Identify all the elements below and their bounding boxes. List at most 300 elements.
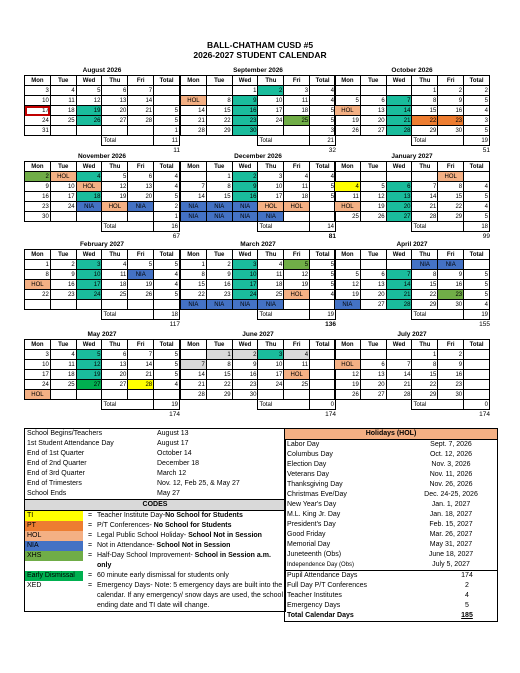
weekday-header: Mon — [335, 76, 361, 86]
weekday-header: Tue — [50, 162, 76, 172]
weekday-header: Wed — [386, 162, 412, 172]
week-total: 5 — [464, 192, 490, 202]
day-cell: 10 — [76, 270, 102, 280]
day-cell: 3 — [284, 86, 310, 96]
day-cell: 13 — [128, 182, 154, 192]
key-date-label: End of 1st Quarter — [27, 450, 85, 457]
day-cell — [128, 390, 154, 400]
day-cell: 6 — [360, 96, 386, 106]
holiday-row — [285, 440, 497, 450]
day-cell: 14 — [386, 280, 412, 290]
day-cell: 12 — [335, 370, 361, 380]
day-cell: 6 — [386, 182, 412, 192]
week-total: 5 — [464, 270, 490, 280]
weekday-header: Total — [154, 76, 180, 86]
weekday-header: Total — [310, 162, 336, 172]
day-cell — [76, 126, 102, 136]
weekday-header: Total — [310, 340, 336, 350]
day-cell: 19 — [102, 192, 128, 202]
key-date-value: Nov. 12, Feb 25, & May 27 — [157, 480, 240, 487]
day-cell: 8 — [412, 270, 438, 280]
day-cell: 4 — [76, 172, 102, 182]
code-label: NIA — [25, 541, 83, 551]
day-cell: 8 — [438, 182, 464, 192]
day-cell: 16 — [438, 106, 464, 116]
key-date-value: March 12 — [157, 470, 187, 477]
total-label: Total — [412, 310, 464, 320]
day-cell: 7 — [386, 270, 412, 280]
day-cell: 2 — [258, 86, 284, 96]
day-cell: NIA — [181, 212, 207, 222]
day-cell — [284, 300, 310, 310]
blank-cell — [335, 222, 361, 232]
day-cell: 17 — [76, 280, 102, 290]
blank-cell — [25, 400, 51, 410]
day-cell: 22 — [206, 116, 232, 126]
day-cell: 25 — [102, 290, 128, 300]
day-cell — [181, 86, 207, 96]
week-total: 4 — [154, 280, 180, 290]
day-cell: 27 — [360, 300, 386, 310]
week-total: 5 — [464, 212, 490, 222]
weekday-header: Thu — [258, 340, 284, 350]
day-cell: 7 — [181, 182, 207, 192]
day-cell: 23 — [232, 116, 258, 126]
holiday-date: May 31, 2027 — [429, 541, 473, 548]
week-total: 5 — [154, 260, 180, 270]
day-cell: 29 — [438, 212, 464, 222]
total-row — [285, 611, 497, 621]
day-cell: 17 — [258, 106, 284, 116]
day-cell: HOL — [284, 290, 310, 300]
week-total — [464, 380, 490, 390]
total-row — [285, 581, 497, 591]
day-cell: NIA — [206, 202, 232, 212]
day-cell: 8 — [412, 360, 438, 370]
day-cell: 6 — [360, 270, 386, 280]
blank-cell — [232, 136, 258, 146]
code-description — [97, 541, 285, 551]
day-cell: NIA — [232, 202, 258, 212]
weekday-header: Thu — [258, 162, 284, 172]
day-cell: 3 — [25, 86, 51, 96]
holiday-date: Sept. 7, 2026 — [430, 441, 472, 448]
holiday-date: Jan. 1, 2027 — [431, 501, 471, 508]
code-label: XED — [27, 582, 42, 589]
cumulative-total: 174 — [479, 411, 490, 418]
day-cell: 18 — [102, 280, 128, 290]
month-total: 0 — [310, 400, 336, 410]
day-cell — [128, 212, 154, 222]
calendar-subtitle: 2026-2027 STUDENT CALENDAR — [193, 50, 327, 60]
weekday-header: Tue — [360, 76, 386, 86]
key-date-label: End of 3rd Quarter — [27, 470, 85, 477]
weekday-header: Fri — [128, 340, 154, 350]
week-total — [464, 172, 490, 182]
day-cell — [50, 212, 76, 222]
weekday-header: Wed — [76, 76, 102, 86]
week-total: 5 — [464, 126, 490, 136]
blank-cell — [50, 222, 76, 232]
code-text: Emergency Days- Note: 5 emergency days are built into the calendar. If any emergency/ snow days are used, the school ending date and TI date will change. — [97, 582, 283, 609]
day-cell: 31 — [25, 126, 51, 136]
week-row — [335, 172, 490, 182]
week-row — [181, 86, 336, 96]
week-row — [25, 192, 180, 202]
day-cell: 5 — [102, 172, 128, 182]
day-cell: 11 — [102, 270, 128, 280]
week-total: 5 — [310, 182, 336, 192]
weekday-header: Wed — [386, 250, 412, 260]
day-cell: 13 — [102, 360, 128, 370]
day-cell: 12 — [335, 280, 361, 290]
day-cell: 27 — [386, 212, 412, 222]
week-total: 5 — [154, 290, 180, 300]
week-row — [25, 350, 180, 360]
week-total — [310, 202, 336, 212]
day-cell: 10 — [258, 182, 284, 192]
holiday-name: Memorial Day — [287, 541, 331, 548]
holiday-name: Columbus Day — [287, 451, 333, 458]
weekday-header: Fri — [128, 250, 154, 260]
day-cell: 2 — [50, 260, 76, 270]
week-total: 5 — [310, 280, 336, 290]
month-block — [180, 66, 336, 155]
month-block — [180, 240, 336, 329]
day-cell — [258, 126, 284, 136]
code-description — [97, 581, 285, 611]
code-text: Legal Public School Holiday- — [97, 532, 189, 539]
day-cell: 18 — [284, 192, 310, 202]
holiday-name: M.L. King Jr. Day — [287, 511, 341, 518]
weekday-header: Total — [464, 76, 490, 86]
week-total — [154, 86, 180, 96]
blank-cell — [181, 136, 207, 146]
total-value: 185 — [461, 612, 473, 619]
day-cell: 25 — [284, 116, 310, 126]
day-cell: 4 — [50, 86, 76, 96]
total-name: Teacher Institutes — [287, 592, 342, 599]
key-date-value: May 27 — [157, 490, 180, 497]
day-cell — [128, 300, 154, 310]
day-cell: 26 — [360, 212, 386, 222]
day-cell: NIA — [232, 300, 258, 310]
day-cell: 19 — [76, 106, 102, 116]
total-label: Total — [102, 136, 154, 146]
weekday-header: Wed — [76, 250, 102, 260]
month-block — [24, 152, 180, 241]
month-table — [180, 339, 336, 410]
day-cell: 12 — [360, 192, 386, 202]
week-row — [335, 300, 490, 310]
cumulative-total: 11 — [173, 147, 180, 154]
day-cell — [206, 86, 232, 96]
week-row — [181, 360, 336, 370]
holiday-row — [285, 500, 497, 510]
day-cell — [360, 260, 386, 270]
week-row — [335, 360, 490, 370]
day-cell: 6 — [360, 360, 386, 370]
month-table — [334, 339, 490, 410]
week-total: 5 — [310, 270, 336, 280]
month-total: 19 — [154, 400, 180, 410]
week-row — [181, 290, 336, 300]
day-cell: 10 — [25, 360, 51, 370]
day-cell: 23 — [206, 290, 232, 300]
day-cell: 14 — [386, 370, 412, 380]
code-row — [25, 511, 285, 521]
day-cell: 14 — [412, 192, 438, 202]
week-row — [335, 182, 490, 192]
week-row — [335, 390, 490, 400]
month-total: 19 — [464, 136, 490, 146]
week-row — [181, 280, 336, 290]
day-cell: NIA — [128, 270, 154, 280]
code-equals: = — [87, 512, 93, 519]
day-cell: 28 — [128, 380, 154, 390]
blank-cell — [76, 400, 102, 410]
holiday-row — [285, 490, 497, 500]
weekday-header: Tue — [206, 76, 232, 86]
day-cell: 18 — [76, 192, 102, 202]
day-cell: HOL — [102, 202, 128, 212]
month-block — [334, 66, 490, 155]
weekday-header: Fri — [284, 76, 310, 86]
day-cell: 14 — [128, 96, 154, 106]
day-cell: 9 — [438, 270, 464, 280]
weekday-header: Wed — [386, 340, 412, 350]
weekday-header: Mon — [335, 162, 361, 172]
day-cell: 24 — [258, 380, 284, 390]
day-cell: 21 — [181, 116, 207, 126]
day-cell: 28 — [412, 212, 438, 222]
week-total — [310, 212, 336, 222]
cumulative-total: 174 — [169, 411, 180, 418]
week-row — [181, 390, 336, 400]
weekday-header: Tue — [50, 340, 76, 350]
blank-cell — [335, 310, 361, 320]
codes-heading: CODES — [25, 499, 285, 511]
day-cell — [284, 212, 310, 222]
day-cell: 9 — [50, 270, 76, 280]
day-cell: 1 — [412, 86, 438, 96]
cumulative-total: 51 — [482, 147, 490, 154]
day-cell: 11 — [284, 96, 310, 106]
holiday-row — [285, 540, 497, 550]
day-cell — [181, 350, 207, 360]
day-cell: 15 — [206, 370, 232, 380]
day-cell — [335, 350, 361, 360]
key-date-label: 1st Student Attendance Day — [27, 440, 114, 447]
day-cell: 7 — [128, 86, 154, 96]
day-cell — [386, 86, 412, 96]
day-cell: 9 — [232, 360, 258, 370]
day-cell — [284, 126, 310, 136]
day-cell: 24 — [50, 202, 76, 212]
day-cell: 15 — [412, 106, 438, 116]
week-total: 5 — [154, 192, 180, 202]
day-cell: 15 — [412, 280, 438, 290]
week-total: 5 — [464, 290, 490, 300]
day-cell: NIA — [206, 212, 232, 222]
day-cell: 25 — [258, 290, 284, 300]
month-block — [180, 330, 336, 419]
weekday-header: Total — [154, 340, 180, 350]
day-cell: 9 — [438, 360, 464, 370]
week-row — [181, 126, 336, 136]
total-name: Emergency Days — [287, 602, 341, 609]
day-cell: 13 — [360, 106, 386, 116]
blank-cell — [50, 400, 76, 410]
total-value: 2 — [465, 582, 469, 589]
blank-cell — [25, 222, 51, 232]
week-total — [310, 360, 336, 370]
day-cell: 4 — [50, 350, 76, 360]
code-text-bold: School in Session a.m. only — [97, 552, 271, 569]
holiday-name: Good Friday — [287, 531, 326, 538]
key-date-label: End of Trimesters — [27, 480, 82, 487]
day-cell: 14 — [128, 360, 154, 370]
week-row — [25, 270, 180, 280]
holiday-row — [285, 550, 497, 560]
weekday-header: Mon — [181, 76, 207, 86]
day-cell: 24 — [25, 380, 51, 390]
weekday-header: Fri — [438, 340, 464, 350]
day-cell: 27 — [102, 116, 128, 126]
weekday-header: Thu — [102, 340, 128, 350]
weekday-header: Wed — [232, 340, 258, 350]
day-cell: 7 — [128, 350, 154, 360]
total-label: Total — [258, 222, 310, 232]
day-cell: 11 — [335, 192, 361, 202]
day-cell — [335, 86, 361, 96]
day-cell: HOL — [50, 172, 76, 182]
key-date-row — [25, 429, 285, 439]
total-label: Total — [258, 136, 310, 146]
day-cell: 26 — [76, 116, 102, 126]
holiday-date: Oct. 12, 2026 — [429, 451, 473, 458]
code-label: Early Dismissal — [25, 571, 83, 581]
day-cell: 19 — [284, 280, 310, 290]
day-cell — [335, 260, 361, 270]
day-cell: 13 — [386, 192, 412, 202]
total-label: Total — [102, 400, 154, 410]
day-cell — [284, 390, 310, 400]
key-date-value: August 17 — [157, 440, 189, 447]
day-cell: 23 — [25, 202, 51, 212]
total-label: Total — [412, 400, 464, 410]
week-total: 5 — [310, 116, 336, 126]
day-cell: 30 — [25, 212, 51, 222]
weekday-header: Mon — [25, 76, 51, 86]
day-cell: 16 — [232, 370, 258, 380]
day-cell: 5 — [284, 260, 310, 270]
code-text: Half-Day School Improvement- — [97, 552, 195, 559]
code-equals: = — [87, 582, 93, 589]
day-cell: HOL — [335, 202, 361, 212]
day-cell: NIA — [335, 300, 361, 310]
day-cell: 27 — [360, 390, 386, 400]
day-cell: 19 — [76, 370, 102, 380]
month-name: September 2026 — [233, 67, 283, 74]
day-cell: 15 — [412, 370, 438, 380]
weekday-header: Mon — [335, 340, 361, 350]
blank-cell — [181, 222, 207, 232]
day-cell: 13 — [102, 96, 128, 106]
day-cell — [102, 390, 128, 400]
week-total: 3 — [464, 116, 490, 126]
week-total: 5 — [310, 260, 336, 270]
holidays-and-totals — [284, 428, 498, 622]
day-cell: 8 — [25, 270, 51, 280]
week-row — [25, 182, 180, 192]
code-text: P/T Conferences- — [97, 522, 154, 529]
day-cell: 4 — [284, 350, 310, 360]
cumulative-total: 67 — [172, 233, 180, 240]
day-cell: 27 — [76, 380, 102, 390]
calendar-title: BALL-CHATHAM CUSD #5 — [206, 40, 314, 50]
blank-cell — [232, 222, 258, 232]
day-cell: 22 — [412, 290, 438, 300]
month-table — [24, 75, 180, 146]
day-cell: 4 — [102, 260, 128, 270]
blank-cell — [206, 310, 232, 320]
holiday-row — [285, 560, 497, 570]
day-cell: NIA — [128, 202, 154, 212]
day-cell: 9 — [206, 270, 232, 280]
day-cell — [76, 390, 102, 400]
code-equals: = — [87, 532, 93, 539]
week-total: 2 — [464, 86, 490, 96]
day-cell: 15 — [206, 192, 232, 202]
day-cell: HOL — [284, 370, 310, 380]
code-description — [97, 551, 285, 571]
holiday-date: July 5, 2027 — [432, 561, 470, 568]
week-total — [154, 300, 180, 310]
blank-cell — [206, 222, 232, 232]
day-cell: 24 — [232, 290, 258, 300]
day-cell: 10 — [258, 360, 284, 370]
weekday-header: Fri — [438, 76, 464, 86]
week-total: 5 — [310, 192, 336, 202]
day-cell: 20 — [102, 370, 128, 380]
week-row — [335, 192, 490, 202]
day-cell: 25 — [50, 116, 76, 126]
day-cell: HOL — [335, 106, 361, 116]
holiday-name: Christmas Eve/Day — [287, 491, 347, 498]
day-cell: HOL — [25, 390, 51, 400]
day-cell: 21 — [386, 380, 412, 390]
code-label: HOL — [25, 531, 83, 541]
week-row — [181, 300, 336, 310]
day-cell: 16 — [232, 192, 258, 202]
weekday-header: Tue — [50, 250, 76, 260]
week-row — [25, 202, 180, 212]
blank-cell — [50, 136, 76, 146]
day-cell: 16 — [438, 280, 464, 290]
week-row — [335, 380, 490, 390]
month-total: 18 — [464, 222, 490, 232]
day-cell: 11 — [50, 360, 76, 370]
weekday-header: Thu — [102, 76, 128, 86]
week-row — [181, 212, 336, 222]
month-table — [24, 339, 180, 410]
week-row — [181, 350, 336, 360]
day-cell: 17 — [258, 370, 284, 380]
day-cell: 8 — [206, 182, 232, 192]
holiday-name: Labor Day — [287, 441, 320, 448]
code-text-bold: No School for Students — [165, 512, 243, 519]
